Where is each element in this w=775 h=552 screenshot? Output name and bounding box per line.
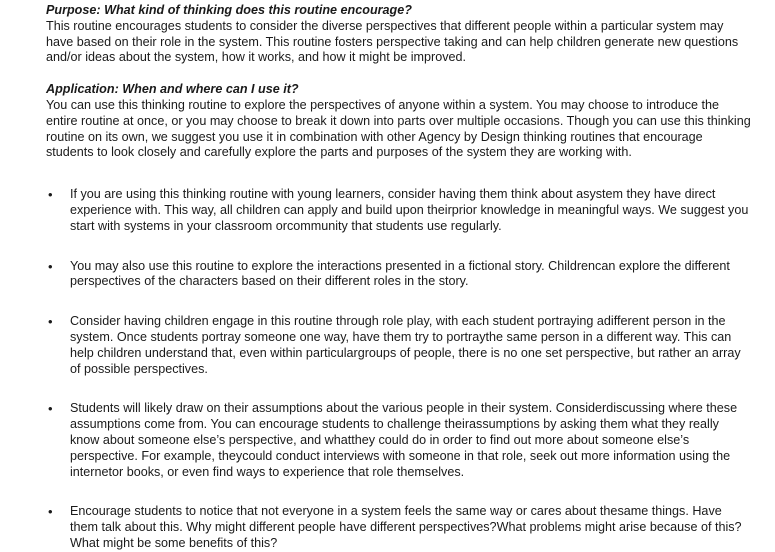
document-page xyxy=(46,3,751,552)
list-spacer xyxy=(46,235,751,259)
list-item xyxy=(46,259,751,291)
list-item-text: Consider having children engage in this routine through role play, with each student portraying adifferent person in the system. Once students portray someone one way, have them try to portraythe same person in a different way. This can help children understand that, even within particulargroups of people, there is no one set perspective, but rather an array of possible perspectives. xyxy=(70,314,741,376)
bullet-icon: • xyxy=(48,187,53,203)
list-item-text: If you are using this thinking routine with young learners, consider having them think about asystem they have direct experience with. This way, all children can apply and build upon theirprior knowledge in meaningful ways. We suggest you start with systems in your classroom orcommunity that students use regularly. xyxy=(70,187,749,233)
list-item xyxy=(46,187,751,234)
list-spacer xyxy=(46,290,751,314)
bullet-icon: • xyxy=(48,401,53,417)
purpose-paragraph: This routine encourages students to consider the diverse perspectives that different people within a particular system may have based on their role in the system. This routine fosters perspective taking and can help children generate new questions and/or ideas about the system, how it works, and how it might be improved. xyxy=(46,18,739,65)
purpose-heading: Purpose: What kind of thinking does this routine encourage? xyxy=(46,3,412,17)
list-item-text: Students will likely draw on their assumptions about the various people in their system. Considerdiscussing where these assumptions come from. You can encourage students to challenge theirassumptions by asking them what they really know about someone else’s perspective, and whatthey could do in order to find out more about someone else’s perspective. For example, theycould conduct interviews with someone in that role, seek out more information using the internetor books, or even find ways to experience that role themselves. xyxy=(70,401,738,479)
tips-list xyxy=(46,187,751,552)
list-spacer xyxy=(46,161,751,187)
list-item xyxy=(46,401,751,480)
list-spacer xyxy=(46,480,751,504)
list-item xyxy=(46,314,751,377)
application-heading: Application: When and where can I use it? xyxy=(46,82,299,97)
list-item-text: You may also use this routine to explore the interactions presented in a fictional story. Childrencan explore the different perspectives of the characters based on their different roles in the story. xyxy=(70,258,730,289)
list-spacer xyxy=(46,377,751,401)
application-paragraph: You can use this thinking routine to explore the perspectives of anyone within a system. You may choose to introduce the entire routine at once, or you may choose to break it down into parts over multiple occasions. Though you can use this thinking routine on its own, we suggest you use it in combination with other Agency by Design thinking routines that encourage students to look closely and carefully explore the parts and purposes of the system they are working with. xyxy=(46,97,751,160)
bullet-icon: • xyxy=(48,314,53,330)
list-item xyxy=(46,504,751,551)
list-item-text: Encourage students to notice that not everyone in a system feels the same way or cares about thesame things. Have them talk about this. Why might different people have different perspectives?What problems might arise because of this? What might be some benefits of this? xyxy=(70,504,742,550)
bullet-icon: • xyxy=(48,258,53,274)
bullet-icon: • xyxy=(48,504,53,520)
section-spacer xyxy=(46,66,751,82)
